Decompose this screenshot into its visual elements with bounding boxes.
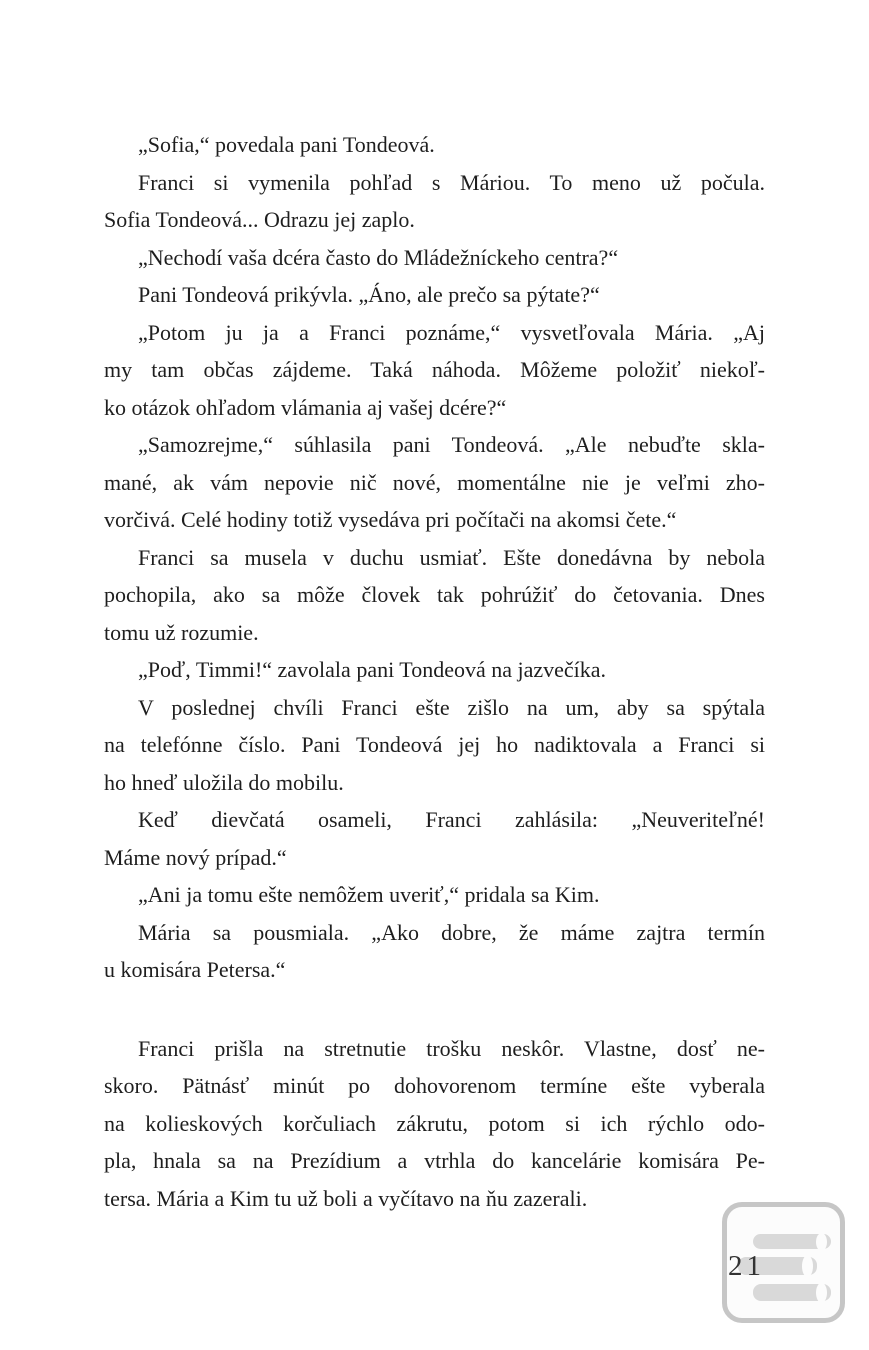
text-line: Franci sa musela v duchu usmiať. Ešte donedávna by nebola [138, 544, 765, 570]
text-line: u komisára Petersa.“ [104, 957, 286, 982]
text-line: „Poď, Timmi!“ zavolala pani Tondeová na jazvečíka. [138, 657, 607, 682]
paragraph [104, 689, 765, 802]
text-line: „Potom ju ja a Franci poznáme,“ vysvetľovala Mária. „Aj [138, 319, 765, 345]
text-line: na kolieskových korčuliach zákrutu, potom si ich rýchlo odo- [104, 1110, 765, 1136]
book-shape-bottom [753, 1284, 831, 1301]
text-line: my tam občas zájdeme. Taká náhoda. Môžeme položiť niekoľ- [104, 357, 765, 382]
text-line: pochopila, ako sa môže človek tak pohrúžiť do četovania. Dnes [104, 582, 765, 607]
book-shape-top [753, 1234, 831, 1249]
paragraph [104, 164, 765, 239]
paragraph [104, 276, 765, 314]
text-line: skoro. Pätnásť minút po dohovorenom termíne ešte vyberala [104, 1073, 765, 1098]
paragraph [104, 126, 765, 164]
paragraph [104, 1030, 765, 1218]
text-line: na telefónne číslo. Pani Tondeová jej ho nadiktovala a Franci si [104, 732, 765, 757]
page-number: 21 [728, 1250, 765, 1282]
paragraph [104, 539, 765, 652]
text-line: pla, hnala sa na Prezídium a vtrhla do kancelárie komisára Pe- [104, 1148, 765, 1173]
paragraph [104, 801, 765, 876]
text-line: Mária sa pousmiala. „Ako dobre, že máme zajtra termín [138, 919, 765, 945]
text-line: Pani Tondeová prikývla. „Áno, ale prečo sa pýtate?“ [138, 282, 600, 307]
paragraph [104, 914, 765, 989]
text-line: tersa. Mária a Kim tu už boli a vyčítavo na ňu zazerali. [104, 1185, 588, 1211]
paragraph [104, 239, 765, 277]
text-line: „Samozrejme,“ súhlasila pani Tondeová. „Ale nebuďte skla- [138, 432, 765, 457]
text-line: ko otázok ohľadom vlámania aj vašej dcére?“ [104, 394, 507, 420]
text-line: Keď dievčatá osameli, Franci zahlásila: „Neuveriteľné! [138, 807, 765, 832]
text-line: Franci prišla na stretnutie trošku neskôr. Vlastne, dosť ne- [138, 1035, 765, 1061]
body-text [104, 126, 765, 1217]
paragraph [104, 651, 765, 689]
paragraph [104, 876, 765, 914]
text-line: V poslednej chvíli Franci ešte zišlo na um, aby sa spýtala [138, 694, 765, 720]
text-line: mané, ak vám nepovie nič nové, momentálne nie je veľmi zho- [104, 469, 765, 495]
text-line: Máme nový prípad.“ [104, 844, 287, 870]
text-line: tomu už rozumie. [104, 619, 259, 645]
text-line: vorčivá. Celé hodiny totiž vysedáva pri počítači na akomsi čete.“ [104, 507, 677, 532]
text-line: „Nechodí vaša dcéra často do Mládežníckeho centra?“ [138, 244, 619, 270]
text-line: ho hneď uložila do mobilu. [104, 769, 344, 795]
text-line: „Ani ja tomu ešte nemôžem uveriť,“ pridala sa Kim. [138, 882, 600, 907]
paragraph [104, 426, 765, 539]
paragraph [104, 314, 765, 427]
text-line: Sofia Tondeová... Odrazu jej zaplo. [104, 207, 415, 232]
text-line: „Sofia,“ povedala pani Tondeová. [138, 132, 435, 157]
text-line: Franci si vymenila pohľad s Máriou. To meno už počula. [138, 169, 765, 195]
